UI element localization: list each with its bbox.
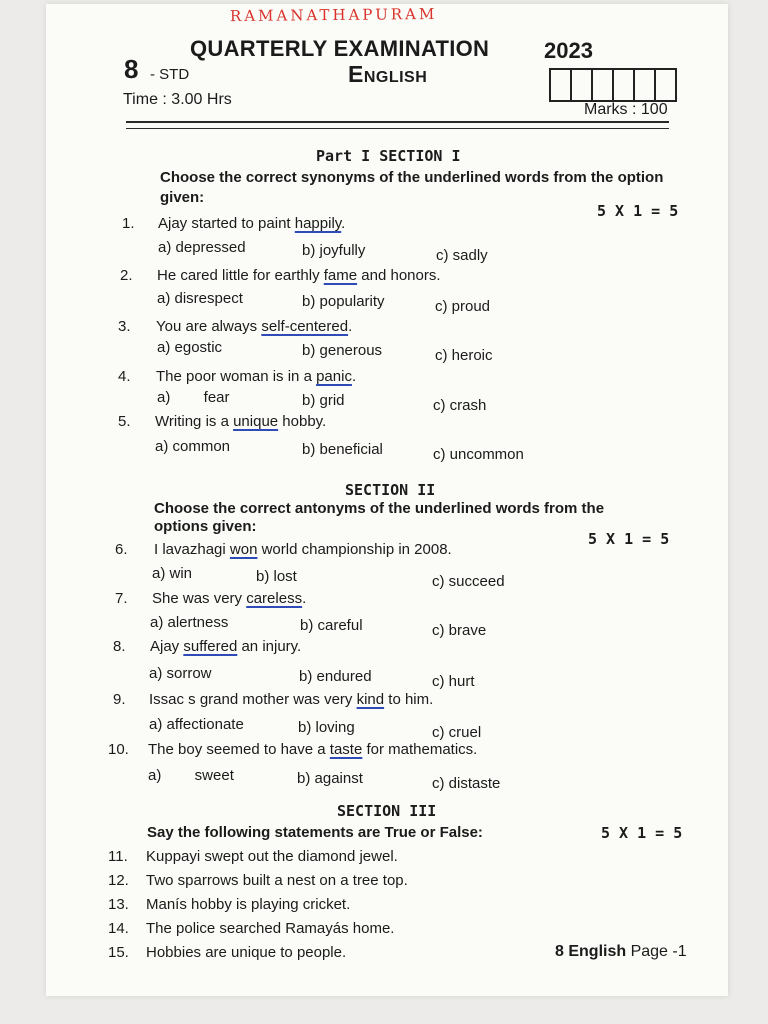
option-b: b) loving xyxy=(298,719,355,736)
option-a: a) sweet xyxy=(148,767,234,784)
question-number: 5. xyxy=(118,413,131,430)
option-c: c) succeed xyxy=(432,573,505,590)
question-text-pre: You are always xyxy=(156,318,262,335)
part-heading: Part I SECTION I xyxy=(316,147,461,165)
underlined-word: kind xyxy=(356,691,385,708)
question-text-pre: Ajay started to paint xyxy=(158,215,295,232)
option-b: b) against xyxy=(297,770,363,787)
question-number: 9. xyxy=(113,691,126,708)
underlined-word: fame xyxy=(323,267,358,284)
option-b: b) beneficial xyxy=(302,441,383,458)
question-text-post: for mathematics. xyxy=(362,741,478,758)
question-number: 4. xyxy=(118,368,131,385)
subject-title: English xyxy=(348,61,428,87)
question-text-post: and honors. xyxy=(357,267,441,284)
question-text: The police searched Ramayás home. xyxy=(146,920,395,937)
option-c: c) brave xyxy=(432,622,487,639)
option-a: a) egostic xyxy=(157,339,223,356)
exam-year: 2023 xyxy=(544,38,593,63)
header-divider-thin xyxy=(126,128,669,129)
reg-box xyxy=(635,70,656,100)
question-text-post: . xyxy=(351,368,357,385)
question-number: 12. xyxy=(108,872,129,889)
option-a: a) depressed xyxy=(158,239,246,256)
section1-score: 5 X 1 = 5 xyxy=(597,202,679,220)
question-text-post: . xyxy=(341,215,346,232)
question-text-pre: Writing is a xyxy=(155,413,234,430)
question-text: Two sparrows built a nest on a tree top. xyxy=(146,872,408,889)
option-a: a) sorrow xyxy=(149,665,212,682)
section3-instruction: Say the following statements are True or False: xyxy=(147,824,483,841)
question-text xyxy=(149,691,433,708)
question-text-pre: The boy seemed to have a xyxy=(148,741,330,758)
question-text-post: hobby. xyxy=(278,413,327,430)
question-text: Kuppayi swept out the diamond jewel. xyxy=(146,848,398,865)
question-text-pre: She was very xyxy=(152,590,247,607)
option-a: a) win xyxy=(152,565,193,582)
question-number: 6. xyxy=(115,541,128,558)
option-a: a) alertness xyxy=(150,614,229,631)
section1-instruction-cont: given: xyxy=(160,189,205,206)
reg-box xyxy=(614,70,635,100)
question-text-pre: Issac s grand mother was very xyxy=(149,691,357,708)
question-text-post: . xyxy=(348,318,353,335)
total-marks: Marks : 100 xyxy=(584,101,668,118)
question-text-post: world championship in 2008. xyxy=(257,541,452,558)
footer-page: Page -1 xyxy=(626,943,687,960)
question-number: 3. xyxy=(118,318,131,335)
section2-heading: SECTION II xyxy=(345,481,436,499)
question-number: 14. xyxy=(108,920,129,937)
option-b: b) generous xyxy=(302,342,383,359)
question-text xyxy=(157,267,441,284)
section2-instruction: Choose the correct antonyms of the underlined words from the xyxy=(154,500,605,517)
question-number: 11. xyxy=(108,848,128,865)
handwritten-district: RAMANATHAPURAM xyxy=(229,4,438,26)
question-text xyxy=(158,215,345,232)
section2-score: 5 X 1 = 5 xyxy=(588,530,670,548)
underlined-word: suffered xyxy=(183,638,238,655)
question-text xyxy=(152,590,306,607)
question-text-post: an injury. xyxy=(237,638,302,655)
question-text: Hobbies are unique to people. xyxy=(146,944,347,961)
option-b: b) grid xyxy=(302,392,345,409)
question-number: 7. xyxy=(115,590,128,607)
question-number: 1. xyxy=(122,215,135,232)
option-a: a) affectionate xyxy=(149,716,244,733)
option-c: c) cruel xyxy=(432,724,482,741)
underlined-word: won xyxy=(229,541,258,558)
section3-score: 5 X 1 = 5 xyxy=(601,824,683,842)
header-divider xyxy=(126,121,669,123)
question-number: 8. xyxy=(113,638,126,655)
option-b: b) joyfully xyxy=(302,242,366,259)
underlined-word: taste xyxy=(329,741,363,758)
option-c: c) distaste xyxy=(432,775,501,792)
question-text-post: to him. xyxy=(384,691,434,708)
option-b: b) lost xyxy=(256,568,297,585)
option-c: c) uncommon xyxy=(433,446,524,463)
register-number-boxes xyxy=(549,68,677,102)
question-text-post: . xyxy=(302,590,307,607)
option-b: b) popularity xyxy=(302,293,385,310)
option-c: c) sadly xyxy=(436,247,488,264)
question-text xyxy=(154,541,452,558)
section3-heading: SECTION III xyxy=(337,802,437,820)
question-number: 10. xyxy=(108,741,129,758)
underlined-word: happily xyxy=(294,215,342,232)
underlined-word: careless xyxy=(246,590,303,607)
option-a: a) disrespect xyxy=(157,290,243,307)
std-number: 8 xyxy=(124,54,139,84)
question-text-pre: He cared little for earthly xyxy=(157,267,324,284)
option-c: c) hurt xyxy=(432,673,475,690)
question-text xyxy=(156,368,356,385)
question-text-pre: I lavazhagi xyxy=(154,541,230,558)
option-c: c) proud xyxy=(435,298,491,315)
option-b: b) endured xyxy=(299,668,372,685)
exam-title: QUARTERLY EXAMINATION xyxy=(190,36,490,61)
question-text xyxy=(150,638,301,655)
underlined-word: self-centered xyxy=(261,318,349,335)
option-a: a) common xyxy=(155,438,231,455)
footer-subject: 8 English xyxy=(555,943,627,960)
page-footer xyxy=(555,943,687,961)
question-text xyxy=(156,318,352,335)
option-c: c) crash xyxy=(433,397,487,414)
question-text: Manís hobby is playing cricket. xyxy=(146,896,351,913)
option-a: a) fear xyxy=(157,389,230,406)
time-allowed: Time : 3.00 Hrs xyxy=(123,91,232,108)
option-b: b) careful xyxy=(300,617,363,634)
reg-box xyxy=(572,70,593,100)
reg-box xyxy=(656,70,675,100)
section2-instruction-cont: options given: xyxy=(154,518,257,535)
std-label: - STD xyxy=(150,66,190,83)
question-number: 13. xyxy=(108,896,129,913)
reg-box xyxy=(551,70,572,100)
reg-box xyxy=(593,70,614,100)
underlined-word: unique xyxy=(233,413,279,430)
question-number: 15. xyxy=(108,944,129,961)
underlined-word: panic xyxy=(316,368,352,385)
question-text-pre: Ajay xyxy=(150,638,184,655)
section1-instruction: Choose the correct synonyms of the underlined words from the option xyxy=(160,169,664,186)
question-text xyxy=(155,413,326,430)
option-c: c) heroic xyxy=(435,347,493,364)
question-number: 2. xyxy=(120,267,133,284)
question-text xyxy=(148,741,477,758)
question-text-pre: The poor woman is in a xyxy=(156,368,317,385)
